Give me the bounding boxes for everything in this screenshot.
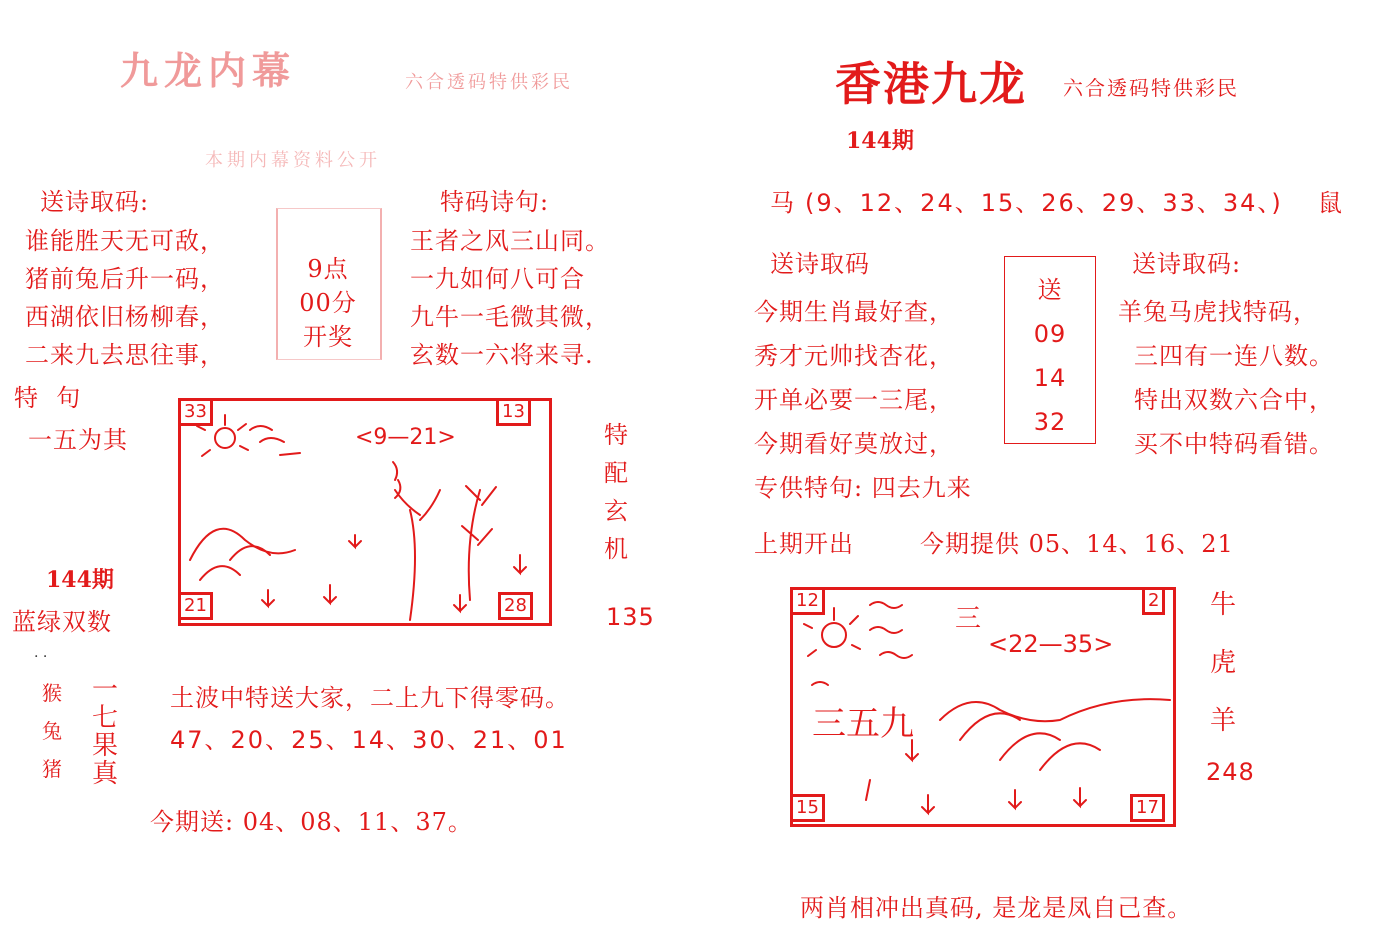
right-gift-numbers [1004, 268, 1096, 444]
poem-line: 开单必要一三尾， [754, 386, 954, 414]
right-poem-right [1118, 290, 1334, 466]
left-side-number: 135 [606, 603, 655, 631]
left-heading-special: 特码诗句: [440, 188, 550, 216]
left-poem-left [25, 222, 225, 374]
poem-line: 王者之风三山同。 [410, 227, 610, 255]
right-this-issue-provide: 今期提供 05、14、16、21 [920, 530, 1234, 558]
right-side-number: 248 [1206, 758, 1255, 786]
side-char: 牛 [1210, 590, 1238, 620]
zodiac-char: 兔 [42, 719, 62, 743]
poem-line: 今期生肖最好查， [754, 298, 954, 326]
gift-label: 送 [1037, 276, 1063, 304]
left-this-issue-gift: 今期送: 04、08、11、37。 [150, 808, 473, 836]
poem-line: 九牛一毛微其微， [410, 303, 610, 331]
zodiac-big-char: 一 [92, 675, 119, 705]
right-picture-note3: 三五九 [812, 704, 914, 744]
left-subtitle: 六合透码特供彩民 [405, 72, 573, 93]
left-corner-bl: 21 [178, 592, 213, 620]
right-horse-numbers: (9、12、24、15、26、29、33、34、) [805, 189, 1283, 217]
left-title: 九龙内幕 [120, 48, 297, 93]
left-faded-subline: 本期内幕资料公开 [205, 150, 381, 171]
side-char: 特 [604, 421, 629, 449]
zodiac-big-char: 果 [92, 731, 119, 761]
left-line1: 土波中特送大家，二上九下得零码。 [170, 684, 570, 712]
zodiac-big-char: 真 [92, 759, 119, 789]
right-heading-right: 送诗取码: [1132, 250, 1242, 278]
right-special-phrase: 专供特句: 四去九来 [754, 474, 972, 502]
draw-hour: 9点 [307, 255, 349, 283]
left-poem-right [410, 222, 610, 374]
gift-number: 14 [1033, 364, 1067, 392]
right-corner-bl: 15 [790, 794, 825, 822]
poem-line: 三四有一连八数。 [1134, 342, 1334, 370]
right-bottom-line: 两肖相冲出真码, 是龙是凤自己查。 [800, 894, 1193, 922]
right-poem-left [754, 290, 954, 466]
side-char: 玄 [604, 497, 629, 525]
left-corner-tl: 33 [178, 398, 213, 426]
poem-line: 羊兔马虎找特码， [1118, 298, 1318, 326]
poem-line: 秀才元帅找杏花， [754, 342, 954, 370]
poem-line: 今期看好莫放过， [754, 430, 954, 458]
poem-line: 西湖依旧杨柳春， [25, 303, 225, 331]
side-char: 机 [604, 535, 629, 563]
left-issue: 144期 [46, 567, 114, 593]
left-te-ju-label: 特 句 [14, 384, 82, 412]
left-dots: . . [34, 645, 48, 661]
right-picture-note: <22—35> [988, 630, 1114, 658]
left-corner-tr: 13 [496, 398, 531, 426]
right-heading-left: 送诗取码 [770, 250, 870, 278]
left-draw-time [298, 252, 358, 354]
right-issue: 144期 [846, 128, 914, 154]
poem-line: 玄数一六将来寻. [410, 341, 594, 369]
poem-line: 买不中特码看错。 [1134, 430, 1334, 458]
left-color-hint: 蓝绿双数 [12, 608, 112, 636]
left-zodiac-small [42, 674, 62, 788]
poem-line: 一九如何八可合 [410, 265, 585, 293]
right-side-vertical [1210, 576, 1237, 750]
draw-minute: 00分 [299, 289, 357, 317]
right-picture-note2: 三 [955, 604, 982, 634]
poem-line: 特出双数六合中， [1134, 386, 1334, 414]
zodiac-char: 猴 [42, 681, 62, 705]
right-subtitle: 六合透码特供彩民 [1063, 76, 1239, 100]
left-picture-note: <9—21> [355, 425, 456, 450]
zodiac-char: 猪 [42, 757, 62, 781]
right-horse-label: 马 [770, 189, 795, 217]
left-te-ju-value: 一五为其 [28, 426, 128, 454]
poem-line: 谁能胜天无可敌， [25, 227, 225, 255]
right-corner-br: 17 [1130, 794, 1165, 822]
poem-line: 二来九去思往事， [25, 341, 225, 369]
left-line2: 47、20、25、14、30、21、01 [170, 726, 568, 754]
left-zodiac-big [92, 676, 118, 788]
zodiac-big-char: 七 [92, 703, 119, 733]
side-char: 羊 [1210, 706, 1238, 736]
left-heading-poem: 送诗取码: [40, 188, 150, 216]
right-corner-tr: 2 [1142, 587, 1165, 615]
poem-line: 猪前兔后升一码， [25, 265, 225, 293]
right-title: 香港九龙 [835, 57, 1027, 111]
left-corner-br: 28 [498, 592, 533, 620]
gift-number: 32 [1033, 408, 1067, 436]
right-last-issue-label: 上期开出 [754, 530, 854, 558]
side-char: 虎 [1210, 648, 1238, 678]
side-char: 配 [604, 459, 629, 487]
draw-label: 开奖 [303, 323, 353, 351]
gift-number: 09 [1033, 320, 1067, 348]
right-corner-tl: 12 [790, 587, 825, 615]
right-rat-label: 鼠 [1318, 189, 1343, 217]
left-side-vertical [604, 416, 629, 568]
